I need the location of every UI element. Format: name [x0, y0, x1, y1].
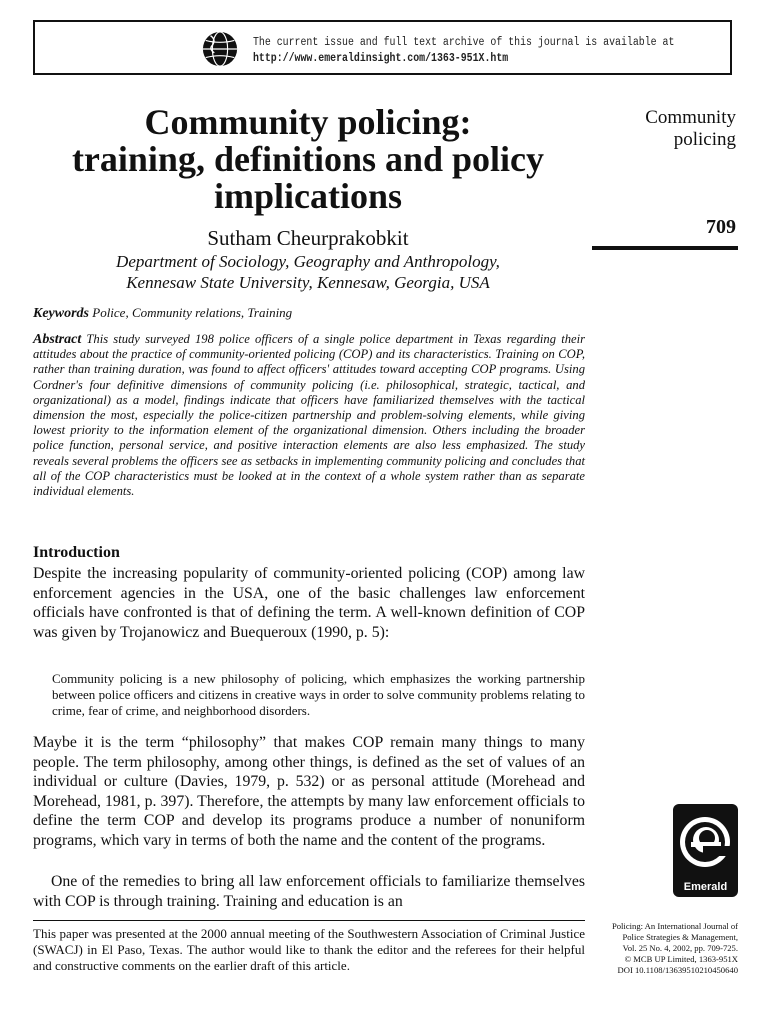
body-paragraph-3: One of the remedies to bring all law enforcement officials to familiarize themselves with COP is through training. Training and education is an	[33, 873, 585, 910]
block-quote: Community policing is a new philosophy of policing, which emphasizes the working partnership between police officers and citizens in creative ways in order to solve community problems relating to crime, fear of crime, and neighborhood disorders.	[52, 671, 585, 718]
keywords-list: Police, Community relations, Training	[92, 305, 293, 320]
banner-availability-text: The current issue and full text archive of this journal is available at	[253, 36, 675, 49]
author-affiliation: Department of Sociology, Geography and Anthropology, Kennesaw State University, Kennesaw, Georgia, USA	[116, 252, 500, 292]
introduction-heading: Introduction	[33, 544, 120, 561]
keywords-section	[33, 305, 585, 322]
abstract-text: This study surveyed 198 police officers of a single police department in Texas regarding their attitudes about the practice of community-oriented policing (COP) and its characteristics. Training on COP, rather than training duration, was found to affect officers' attitudes toward accepting COP programs. Using Cordner's four definitive dimensions of community policing (i.e. philosophical, strategic, tactical, and organizational) as a model, findings indicate that officers have familiarized themselves with the tactical dimension the most, especially the police-citizen partnership and problem-solving elements, while giving lowest priority to the information element of the organizational dimension. Others including the broader police function, personal service, and positive interaction elements are also less emphasized. The study reveals several problems the officers see as setbacks in implementing community policing and concludes that all of the COP characteristics must be looked at in the context of a whole system rather than as separate individual elements.	[33, 332, 585, 499]
running-head	[624, 107, 736, 151]
body-paragraph-2: Maybe it is the term “philosophy” that makes COP remain many things to many people. The term philosophy, among other things, is defined as the set of values of an individual or culture (Davies, 1979, p. 532) or as personal attitude (Morehead and Morehead, 1981, p. 397). Therefore, the attempts by many law enforcement officials to define the term COP and develop its programs produce a number of nonuniform programs, which vary in terms of both the name and the content of the programs.	[33, 734, 585, 849]
publication-info	[578, 921, 738, 976]
journal-url-link[interactable]: http://www.emeraldinsight.com/1363-951X.htm	[253, 52, 509, 65]
emerald-logo	[673, 804, 738, 897]
page-number: 709	[706, 216, 736, 238]
abstract-label: Abstract	[33, 332, 82, 347]
pub-info-line: DOI 10.1108/13639510210450640	[617, 965, 738, 975]
keywords-label: Keywords	[33, 306, 89, 321]
pub-info-line: Policing: An International Journal of	[611, 921, 738, 931]
emerald-swirl-icon	[673, 808, 738, 878]
journal-banner	[33, 20, 732, 75]
footnote-rule	[33, 920, 585, 921]
body-paragraph-1: Despite the increasing popularity of community-oriented policing (COP) among law enforcement agencies in the USA, one of the basic challenges law enforcement officials have confronted is that of defining the term. A well-known definition of COP was given by Trojanowicz and Buequeroux (1990, p. 5):	[33, 565, 585, 641]
emerald-logo-text: Emerald	[683, 881, 728, 893]
author-name: Sutham Cheurprakobkit	[207, 226, 409, 250]
pub-info-line: Vol. 25 No. 4, 2002, pp. 709-725.	[622, 943, 738, 953]
banner-text	[253, 35, 674, 67]
pub-info-line: © MCB UP Limited, 1363-951X	[624, 954, 738, 964]
pub-info-line: Police Strategies & Management,	[622, 932, 738, 942]
running-head-text: Community policing	[645, 107, 736, 150]
abstract-section	[33, 332, 585, 499]
globe-icon	[201, 30, 239, 68]
side-rule-divider	[592, 246, 738, 250]
footnote: This paper was presented at the 2000 annual meeting of the Southwestern Association of Criminal Justice (SWACJ) in El Paso, Texas. The author would like to thank the editor and the referees for their helpful and constructive comments on the earlier draft of this article.	[33, 926, 585, 973]
article-title: Community policing: training, definitions and policy implications	[71, 102, 545, 216]
